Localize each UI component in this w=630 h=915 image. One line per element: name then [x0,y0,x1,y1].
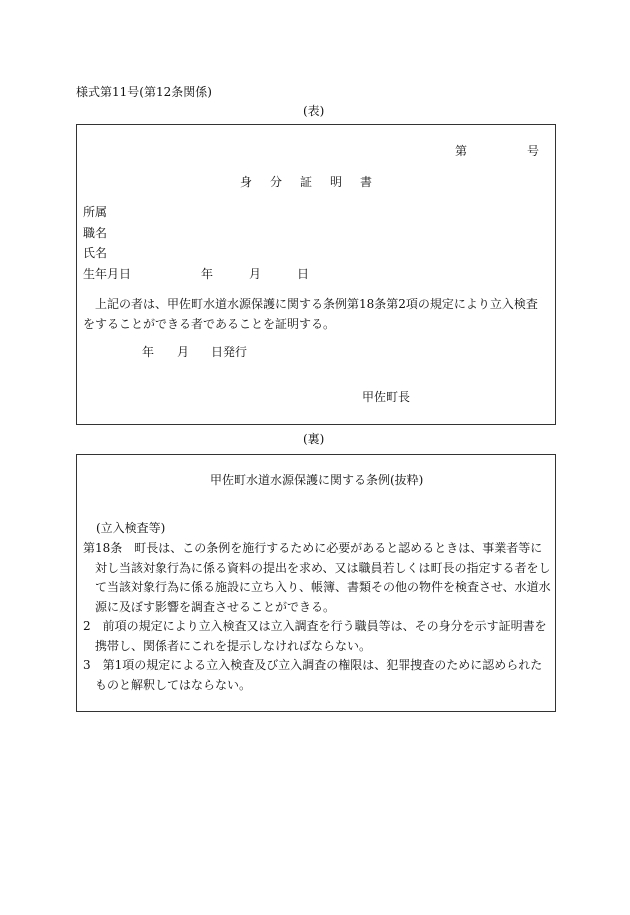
front-side-label: (表) [303,104,325,118]
field-birthdate: 生年月日 [83,267,132,281]
birth-year-label: 年 [201,267,214,281]
field-name: 氏名 [83,246,108,260]
article-caption: (立入検査等) [96,521,166,535]
number-go: 号 [527,144,540,158]
ordinance-title: 甲佐町水道水源保護に関する条例(抜粋) [210,473,424,487]
certificate-title: 身分証明書 [240,175,391,189]
certification-statement: 上記の者は、甲佐町水道水源保護に関する条例第18条第2項の規定により立入検査をすることができる者であることを証明する。 [83,297,538,331]
article-18-paragraph-1: 第18条 町長は、この条例を施行するために必要があると認めるときは、事業者等に対し当該対象行為に係る資料の提出を求め、又は職員若しくは町長の指定する者をして当該対象行為に係る施設に立ち入り、帳簿、書類その他の物件を検査させ、水道水源に及ぼす影響を調査させることができる。 [83,541,551,614]
issuer-mayor: 甲佐町長 [362,390,411,404]
back-ordinance-box [76,454,556,712]
form-number-label: 様式第11号(第12条関係) [76,85,212,99]
front-certificate-box [76,124,556,425]
birth-day-label: 日 [297,267,310,281]
issue-year-label: 年 [142,345,155,359]
article-body [83,539,551,695]
article-18-paragraph-2: 2 前項の規定により立入検査又は立入調査を行う職員等は、その身分を示す証明書を携帯し、関係者にこれを提示しなければならない。 [83,619,547,653]
issue-day-label: 日発行 [211,345,248,359]
field-affiliation: 所属 [83,205,108,219]
article-18-paragraph-3: 3 第1項の規定による立入検査及び立入調査の権限は、犯罪捜査のために認められたものと解釈してはならない。 [83,658,543,692]
birth-month-label: 月 [249,267,262,281]
field-position: 職名 [83,226,108,240]
issue-month-label: 月 [177,345,190,359]
back-side-label: (裏) [303,432,325,446]
number-dai: 第 [455,144,468,158]
